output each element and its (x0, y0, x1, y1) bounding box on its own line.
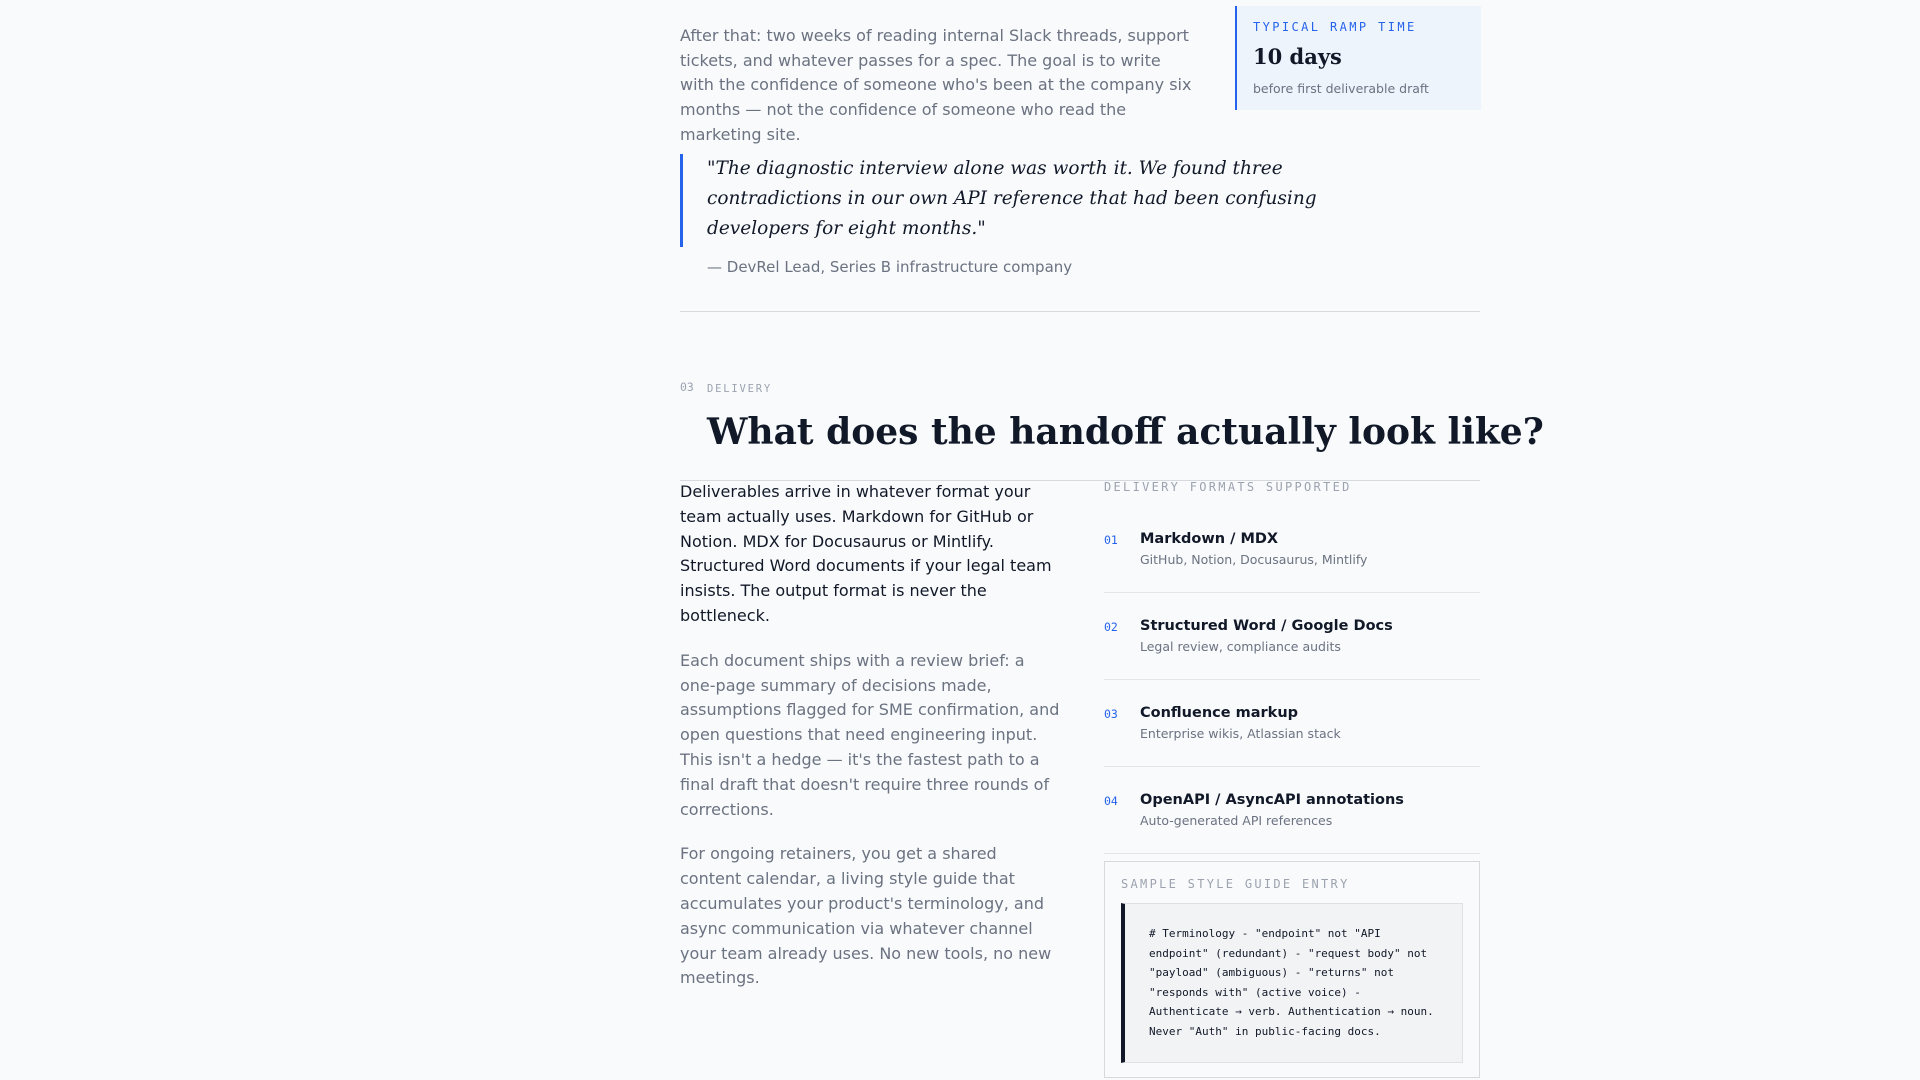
format-description: Enterprise wikis, Atlassian stack (1140, 726, 1341, 741)
ramp-time-value: 10 days (1253, 44, 1342, 69)
format-name: OpenAPI / AsyncAPI annotations (1140, 792, 1404, 808)
format-number: 03 (1104, 707, 1118, 721)
formats-label: DELIVERY FORMATS SUPPORTED (1104, 480, 1352, 494)
format-description: Auto-generated API references (1140, 813, 1333, 828)
format-name: Confluence markup (1140, 705, 1299, 721)
ramp-time-label: TYPICAL RAMP TIME (1253, 20, 1417, 34)
format-item-word (1104, 593, 1480, 680)
delivery-formats (1104, 480, 1480, 854)
format-list (1104, 506, 1480, 854)
style-guide-label: SAMPLE STYLE GUIDE ENTRY (1121, 877, 1350, 891)
style-guide-card (1104, 861, 1480, 1078)
format-item-markdown (1104, 506, 1480, 593)
body-paragraph-review-brief: Each document ships with a review brief: a one-page summary of decisions made, assumptions flagged for SME confirmation, and open questions that need engineering input. This isn't a hedge — it's the fastest path to a final draft that doesn't require three rounds of corrections. (680, 650, 1060, 819)
format-number: 02 (1104, 620, 1118, 634)
quote-text: "The diagnostic interview alone was worth it. We found three contradictions in our own API reference that had been confusing developers for eight months." (707, 158, 1317, 239)
format-item-confluence (1104, 680, 1480, 767)
quote-attribution: — DevRel Lead, Series B infrastructure company (707, 258, 1073, 276)
format-description: Legal review, compliance audits (1140, 639, 1341, 654)
intro-paragraph: After that: two weeks of reading internal Slack threads, support tickets, and whatever passes for a spec. The goal is to write with the confidence of someone who's been at the company six months — not the confidence of someone who read the marketing site. (680, 26, 1192, 144)
format-item-openapi (1104, 767, 1480, 854)
style-guide-code: # Terminology - "endpoint" not "API endpoint" (redundant) - "request body" not "payload" (ambiguous) - "returns" not "responds with" (active voice) - Authenticate → verb. Authentication → noun. Never "Auth" in public-facing docs. (1121, 903, 1463, 1063)
body-paragraph-retainers: For ongoing retainers, you get a shared content calendar, a living style guide that accumulates your product's terminology, and async communication via whatever channel your team already uses. No new tools, no new meetings. (680, 844, 1052, 988)
delivery-body (680, 480, 1060, 991)
format-description: GitHub, Notion, Docusaurus, Mintlify (1140, 552, 1368, 567)
format-name: Structured Word / Google Docs (1140, 618, 1393, 634)
ramp-time-card (1235, 6, 1481, 110)
testimonial-quote (680, 154, 1380, 276)
section-number: 03 (680, 380, 694, 394)
ramp-time-note: before first deliverable draft (1253, 81, 1429, 96)
section-divider (680, 311, 1480, 312)
body-lead-paragraph: Deliverables arrive in whatever format your team actually uses. Markdown for GitHub or Notion. MDX for Docusaurus or Mintlify. Structured Word documents if your legal team insists. The output format is never the bottleneck. (680, 482, 1052, 625)
format-number: 01 (1104, 533, 1118, 547)
section-eyebrow: DELIVERY (707, 383, 772, 395)
format-name: Markdown / MDX (1140, 531, 1279, 547)
section-title: What does the handoff actually look like? (707, 411, 1544, 453)
format-number: 04 (1104, 794, 1118, 808)
